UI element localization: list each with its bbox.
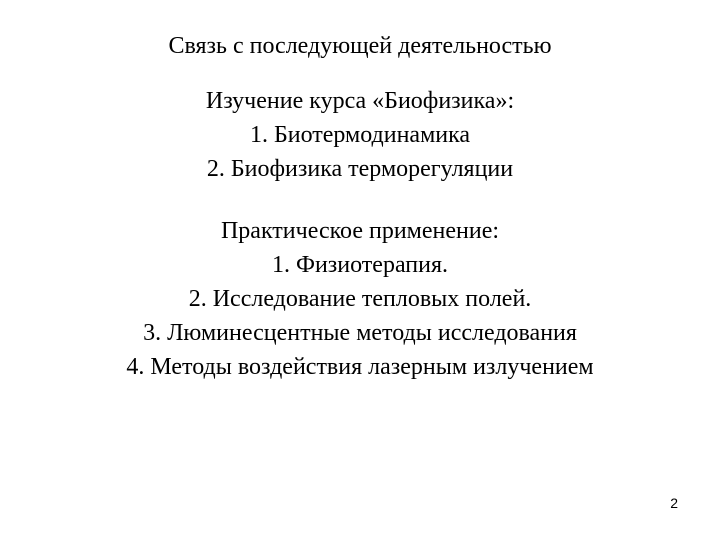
application-item: 3. Люминесцентные методы исследования [143, 320, 577, 346]
course-section [0, 84, 720, 186]
course-item: 2. Биофизика терморегуляции [206, 156, 514, 182]
page-number: 2 [670, 495, 678, 511]
course-section-heading: Изучение курса «Биофизика»: [205, 88, 515, 114]
application-item: 4. Методы воздействия лазерным излучением [126, 354, 594, 380]
applications-section [0, 214, 720, 384]
course-item: 1. Биотермодинамика [249, 122, 471, 148]
applications-section-heading: Практическое применение: [220, 218, 500, 244]
application-item: 1. Физиотерапия. [271, 252, 448, 278]
application-item: 2. Исследование тепловых полей. [188, 286, 532, 312]
slide-title: Связь с последующей деятельностью [168, 33, 552, 59]
